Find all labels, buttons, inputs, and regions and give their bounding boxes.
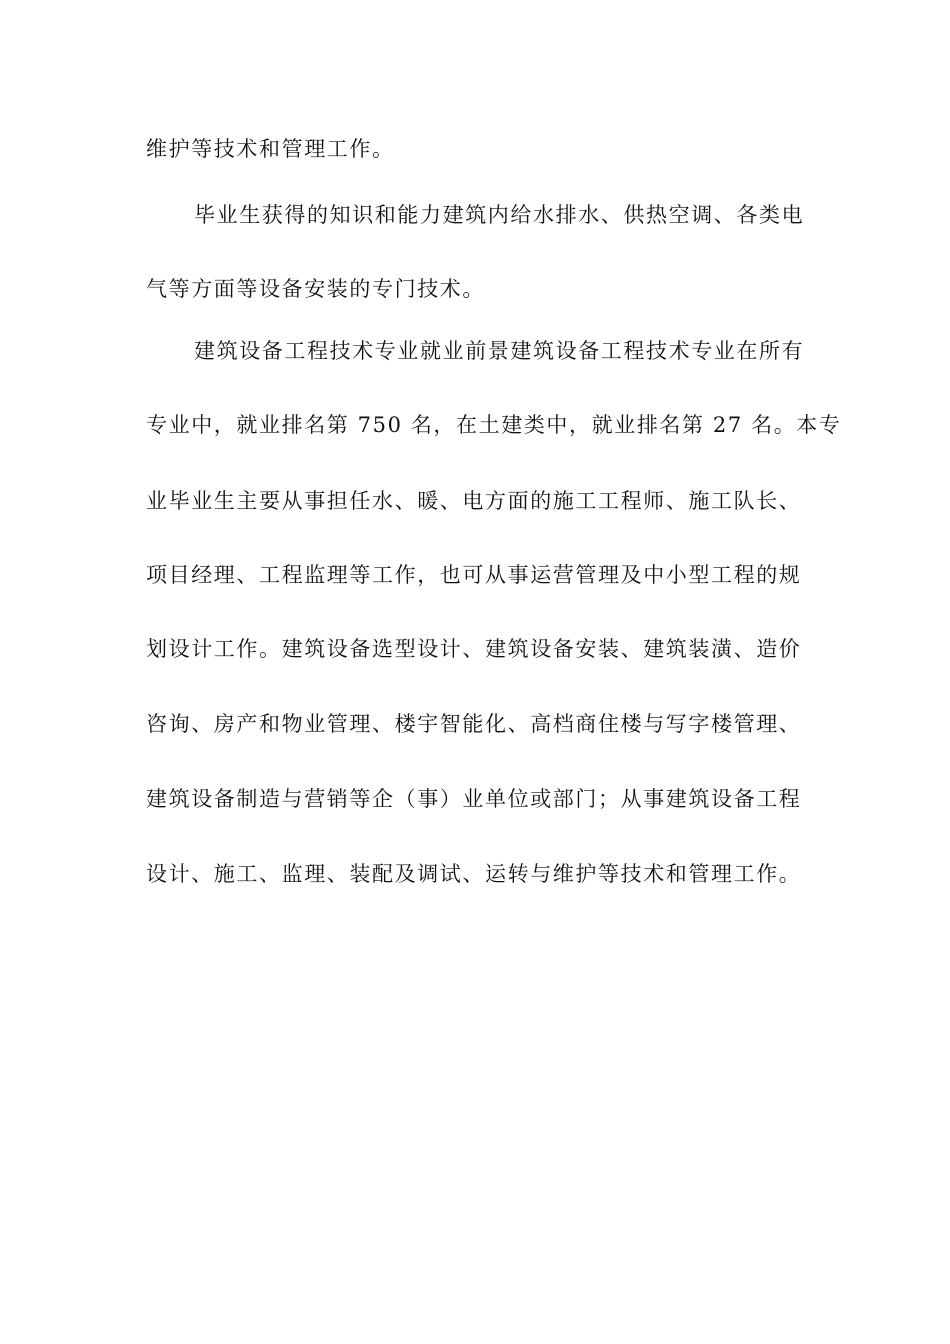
text-line: 维护等技术和管理工作。: [146, 137, 395, 161]
text-line: 咨询、房产和物业管理、楼宇智能化、高档商住楼与写字楼管理、: [146, 712, 802, 736]
paragraph-first-line: 毕业生获得的知识和能力建筑内给水排水、供热空调、各类电: [194, 203, 805, 227]
text-line: 划设计工作。建筑设备选型设计、建筑设备安装、建筑装潢、造价: [146, 637, 802, 661]
text-line: 专业中，就业排名第 750 名，在土建类中，就业排名第 27 名。本专: [146, 413, 842, 437]
text-line: 业毕业生主要从事担任水、暖、电方面的施工工程师、施工队长、: [146, 489, 802, 513]
text-line: 气等方面等设备安装的专门技术。: [146, 277, 485, 301]
text-line: 建筑设备制造与营销等企（事）业单位或部门；从事建筑设备工程: [146, 787, 802, 811]
text-line: 设计、施工、监理、装配及调试、运转与维护等技术和管理工作。: [146, 862, 802, 886]
text-line: 项目经理、工程监理等工作，也可从事运营管理及中小型工程的规: [146, 563, 802, 587]
paragraph-first-line: 建筑设备工程技术专业就业前景建筑设备工程技术专业在所有: [194, 339, 805, 363]
